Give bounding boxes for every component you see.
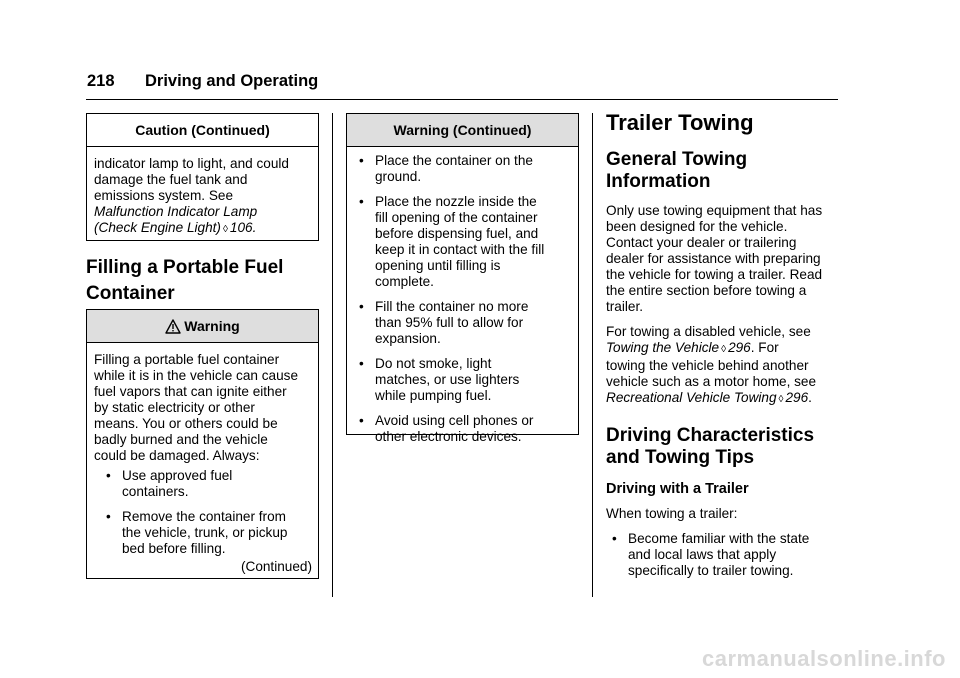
bullet-marker: •	[359, 413, 364, 428]
bullet-marker: •	[106, 509, 111, 524]
warning-continued-bullet	[353, 356, 578, 404]
warning-body-line: could be damaged. Always:	[94, 448, 260, 463]
warning-continued-bullet-line: ground.	[375, 169, 422, 184]
trailer-bullet-line: Become familiar with the state	[628, 531, 810, 546]
caution-ref-link[interactable]: (Check Engine Light)	[94, 220, 221, 235]
recreational-towing-link[interactable]: Recreational Vehicle Towing	[606, 390, 777, 405]
warning-continued-bullet-line: Do not smoke, light	[375, 356, 492, 371]
general-para-line: the vehicle for towing a trailer. Read	[606, 267, 823, 282]
warning-continued-bullet-line: Place the container on the	[375, 153, 533, 168]
warning-continued-bullet-line: Place the nozzle inside the	[375, 194, 537, 209]
bullet-marker: •	[359, 194, 364, 209]
general-para-line: dealer for assistance with preparing	[606, 251, 821, 266]
driving-characteristics-heading: Driving Characteristics and Towing Tips	[606, 425, 815, 468]
warning-triangle-icon	[165, 313, 181, 345]
warning-bullet-line: bed before filling.	[122, 541, 226, 556]
general-para-line: trailer.	[606, 299, 644, 314]
watermark: carmanualsonline.info	[702, 646, 946, 671]
page-ref-icon: ◊	[222, 224, 228, 235]
warning-continued-bullet	[353, 194, 578, 290]
caution-box	[86, 113, 319, 241]
caution-line: damage the fuel tank and	[94, 172, 248, 187]
warning-box-body	[87, 343, 318, 575]
warning-continued-bullet-line: than 95% full to allow for	[375, 315, 524, 330]
warning-continued-bullet	[353, 413, 578, 445]
warning-continued-bullet-line: fill opening of the container	[375, 210, 538, 225]
warning-continued-bullet	[353, 299, 578, 347]
section-title: Driving and Operating	[145, 72, 319, 90]
warning-body-line: fuel vapors that can ignite either	[94, 384, 287, 399]
bullet-marker: •	[359, 356, 364, 371]
warning-bullet-line: Use approved fuel	[122, 468, 233, 483]
towing-the-vehicle-page[interactable]: 296	[728, 340, 751, 355]
warning-body-line: Filling a portable fuel container	[94, 352, 280, 367]
page-ref-icon: ◊	[778, 394, 784, 405]
warning-body-line: while it is in the vehicle can cause	[94, 368, 299, 383]
bullet-marker: •	[106, 468, 111, 483]
warning-bullet	[100, 509, 318, 557]
general-para-line: Only use towing equipment that has	[606, 203, 823, 218]
warning-bullet	[100, 468, 318, 500]
warning-bullet-line: the vehicle, trunk, or pickup	[122, 525, 288, 540]
caution-line: indicator lamp to light, and could	[94, 156, 289, 171]
trailer-bullet	[606, 531, 846, 579]
continued-label: (Continued)	[240, 559, 312, 574]
warning-continued-title: Warning (Continued)	[347, 114, 578, 147]
warning-continued-bullet-line: opening until filling is	[375, 258, 501, 273]
caution-box-title: Caution (Continued)	[87, 114, 318, 147]
caution-line: emissions system. See	[94, 188, 234, 203]
warning-body-line: by static electricity or other	[94, 400, 255, 415]
warning-continued-bullet-line: expansion.	[375, 331, 441, 346]
warning-continued-bullet-line: other electronic devices.	[375, 429, 522, 444]
bullet-marker: •	[359, 299, 364, 314]
warning-bullet-line: Remove the container from	[122, 509, 286, 524]
warning-continued-bullet-line: matches, or use lighters	[375, 372, 520, 387]
warning-continued-bullet-line: while pumping fuel.	[375, 388, 492, 403]
warning-body-line: badly burned and the vehicle	[94, 432, 268, 447]
page-ref-icon: ◊	[721, 344, 727, 355]
trailer-bullet-line: specifically to trailer towing.	[628, 563, 794, 578]
warning-continued-body	[347, 147, 578, 445]
general-para-line: Contact your dealer or trailering	[606, 235, 797, 250]
towing-the-vehicle-link[interactable]: Towing the Vehicle	[606, 340, 720, 355]
general-para-line: the entire section before towing a	[606, 283, 807, 298]
filling-heading: Filling a Portable Fuel Container	[86, 257, 284, 304]
caution-ref-page[interactable]: 106	[229, 220, 253, 235]
disabled-vehicle-paragraph: For towing a disabled vehicle, see Towing the Vehicle ◊ 296. For towing the vehicle behind another vehicle such as a motor home, see Recreational Vehicle Towing ◊ 296.	[606, 324, 817, 405]
general-para-line: been designed for the vehicle.	[606, 219, 788, 234]
caution-box-body: indicator lamp to light, and could damage the fuel tank and emissions system. See Malfunction Indicator Lamp (Check Engine Light) ◊ 106.	[87, 147, 318, 238]
warning-continued-bullet-line: Avoid using cell phones or	[375, 413, 534, 428]
warning-continued-bullet-line: complete.	[375, 274, 434, 289]
warning-continued-box	[346, 113, 579, 444]
recreational-towing-page[interactable]: 296	[785, 390, 809, 405]
bullet-marker: •	[359, 153, 364, 168]
caution-ref-link[interactable]: Malfunction Indicator Lamp	[94, 204, 258, 219]
warning-bullet-line: containers.	[122, 484, 189, 499]
warning-continued-bullet	[353, 153, 578, 185]
trailer-bullet-line: and local laws that apply	[628, 547, 777, 562]
warning-continued-bullet-line: Fill the container no more	[375, 299, 529, 314]
trailer-column	[606, 110, 846, 579]
header-rule	[86, 99, 838, 100]
warning-box-title: Warning	[87, 310, 318, 343]
driving-with-trailer-heading: Driving with a Trailer	[606, 481, 749, 497]
bullet-marker: •	[612, 531, 617, 546]
warning-continued-bullet-line: before dispensing fuel, and	[375, 226, 539, 241]
general-towing-heading: General Towing Information	[606, 149, 748, 192]
trailer-towing-title: Trailer Towing	[606, 110, 754, 135]
general-towing-paragraph	[606, 203, 846, 315]
warning-box	[86, 309, 319, 579]
page-number: 218	[87, 72, 115, 90]
when-towing-text: When towing a trailer:	[606, 506, 738, 521]
warning-body-line: means. You or others could be	[94, 416, 278, 431]
column-divider-2	[592, 113, 593, 597]
warning-continued-bullet-line: keep it in contact with the fill	[375, 242, 545, 257]
column-divider-1	[332, 113, 333, 597]
